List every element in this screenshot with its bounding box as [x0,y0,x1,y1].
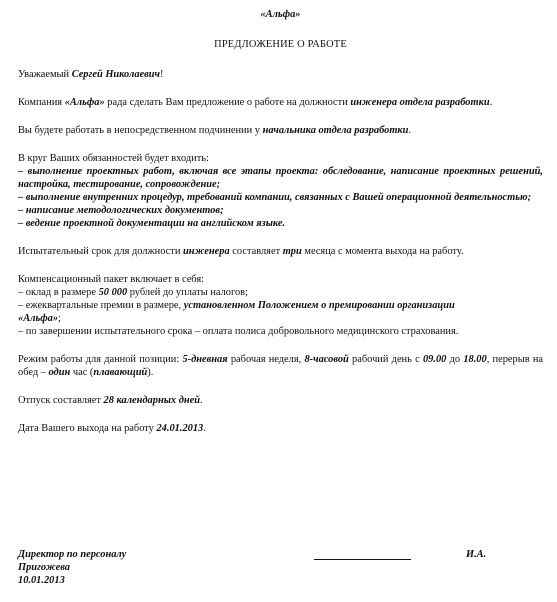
bonus-text: ; [58,313,61,324]
offer-company: «Альфа» [64,97,105,108]
bonus-established: установленном [183,300,256,311]
salary-text: рублей до уплаты налогов; [127,287,248,298]
subordination-text: Вы будете работать в непосредственном подчинении у [18,125,263,136]
addressee-name: Сергей Николаевич [71,69,161,80]
trial-months: три [282,246,302,257]
schedule-week: 5-дневная [182,354,228,365]
start-date-text: . [203,423,206,434]
signatory-role: Директор по персоналу [18,549,127,560]
signature-block [18,548,543,593]
salary-amount: 50 000 [98,287,128,298]
bonus-company: «Альфа» [18,313,59,324]
start-date-value: 24.01.2013 [156,423,204,434]
start-date-paragraph [18,422,543,435]
trial-text: месяца с момента выхода на работу. [301,246,464,257]
offer-position: инженера отдела разработки [350,97,490,108]
salary-text: – оклад в размере [18,287,99,298]
subordination-text: . [408,125,412,136]
signature-line [314,559,411,560]
compensation-bonus [18,299,543,325]
schedule-end-time: 18.00 [463,354,487,365]
schedule-text: ). [147,367,154,378]
duties-section [18,152,543,230]
vacation-paragraph [18,394,543,407]
signatory-initials: И.А. [466,549,487,560]
schedule-text: до [446,354,464,365]
trial-position: инженера [182,246,230,257]
trial-text: составляет [229,246,283,257]
work-schedule-paragraph [18,353,543,379]
vacation-days: 28 календарных дней [103,395,201,406]
schedule-start-time: 09.00 [422,354,447,365]
offer-paragraph [18,96,543,109]
bonus-text: – ежеквартальные премии в размере, [18,300,184,311]
greeting-prefix: Уважаемый [18,69,72,80]
schedule-text: час ( [70,367,94,378]
supervisor-title: начальника отдела разработки [262,125,409,136]
compensation-salary [18,286,543,299]
start-date-text: Дата Вашего выхода на работу [18,423,157,434]
compensation-section [18,273,543,338]
duty-item: – ведение проектной документации на английском языке. [18,218,286,229]
signatory [18,548,126,587]
offer-text: Компания [18,97,65,108]
duty-item: – написание методологических документов; [18,205,224,216]
offer-text: . [489,97,493,108]
schedule-text: рабочий день с [348,354,423,365]
vacation-text: Отпуск составляет [18,395,104,406]
schedule-text: Режим работы для данной позиции: [18,354,183,365]
schedule-lunch: один [48,367,71,378]
vacation-text: . [200,395,203,406]
document-title: ПРЕДЛОЖЕНИЕ О РАБОТЕ [214,39,347,50]
schedule-hours: 8-часовой [304,354,349,365]
greeting [18,68,543,81]
duties-intro: В круг Ваших обязанностей будет входить: [18,153,209,164]
compensation-insurance: – по завершении испытательного срока – оплата полиса добровольного медицинского страхования. [18,326,459,337]
offer-text: рада сделать Вам предложение о работе на должности [104,97,351,108]
trial-text: Испытательный срок для должности [18,246,183,257]
schedule-text: , перерыв на обед – [18,354,544,378]
schedule-text: рабочая неделя, [227,354,305,365]
schedule-floating: плавающий [93,367,148,378]
trial-period-paragraph [18,245,543,258]
signature-date: 10.01.2013 [18,575,65,586]
company-header: «Альфа» [260,9,301,20]
offer-letter-document [18,8,543,435]
greeting-suffix: ! [160,69,164,80]
bonus-regulation: Положением о премировании организации [257,300,455,311]
duty-item: – выполнение проектных работ, включая все этапы проекта: обследование, написание проектных решений, настройка, тестирование, сопровождение; [18,166,543,190]
compensation-intro: Компенсационный пакет включает в себя: [18,274,205,285]
subordination-paragraph [18,124,543,137]
signatory-surname: Пригожева [18,562,70,573]
duty-item: – выполнение внутренних процедур, требований компании, связанных с Вашей операционной деятельностью; [18,192,532,203]
